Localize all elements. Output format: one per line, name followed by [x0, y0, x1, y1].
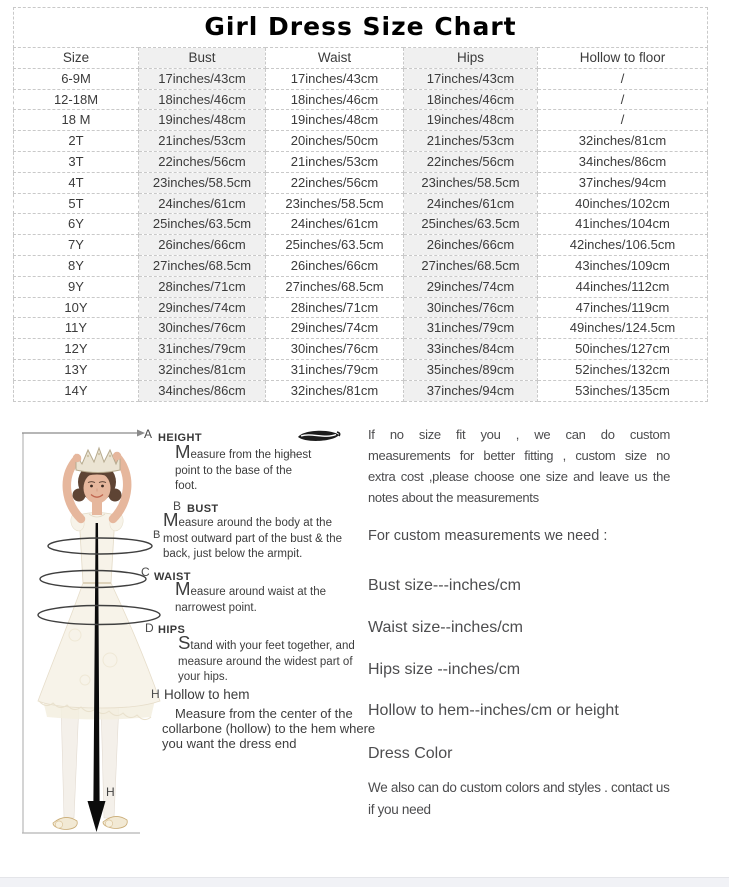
table-row	[14, 235, 708, 256]
dropcap-letter: M	[163, 509, 179, 530]
waist-cell: 17inches/43cm	[266, 68, 404, 89]
height-desc: Measure from the highest point to the base of the foot.	[175, 441, 312, 492]
column-header-hips: Hips	[404, 48, 538, 69]
crown-icon	[76, 448, 120, 473]
bust-cell: 21inches/53cm	[139, 131, 266, 152]
bust-cell: 24inches/61cm	[139, 193, 266, 214]
hips-cell: 37inches/94cm	[404, 380, 538, 401]
dropcap-letter: S	[178, 632, 191, 653]
hollow-cell: 44inches/112cm	[538, 276, 708, 297]
bust-cell: 25inches/63.5cm	[139, 214, 266, 235]
column-header-bust: Bust	[139, 48, 266, 69]
custom-need-header: For custom measurements we need :	[368, 528, 608, 544]
waist-cell: 32inches/81cm	[266, 380, 404, 401]
table-row	[14, 68, 708, 89]
table-row	[14, 380, 708, 401]
hollow-cell: /	[538, 110, 708, 131]
hips-cell: 27inches/68.5cm	[404, 255, 538, 276]
table-title-row	[14, 8, 708, 48]
hips-cell: 18inches/46cm	[404, 89, 538, 110]
bust-cell: 30inches/76cm	[139, 318, 266, 339]
bust-letter: B	[173, 499, 182, 513]
hem-letter: H	[151, 687, 160, 701]
size-cell: 6Y	[14, 214, 139, 235]
table-row	[14, 339, 708, 360]
hips-cell: 24inches/61cm	[404, 193, 538, 214]
hips-cell: 31inches/79cm	[404, 318, 538, 339]
hips-cell: 29inches/74cm	[404, 276, 538, 297]
waist-cell: 25inches/63.5cm	[266, 235, 404, 256]
bust-size-line: Bust size---inches/cm	[368, 577, 521, 594]
waist-cell: 23inches/58.5cm	[266, 193, 404, 214]
column-header-hollow: Hollow to floor	[538, 48, 708, 69]
size-cell: 11Y	[14, 318, 139, 339]
hips-label: HIPS	[158, 624, 186, 636]
size-cell: 12Y	[14, 339, 139, 360]
bust-label: BUST	[187, 503, 219, 515]
table-row	[14, 297, 708, 318]
waist-label: WAIST	[154, 571, 191, 583]
waist-cell: 29inches/74cm	[266, 318, 404, 339]
waist-cell: 20inches/50cm	[266, 131, 404, 152]
waist-cell: 22inches/56cm	[266, 172, 404, 193]
hips-cell: 21inches/53cm	[404, 131, 538, 152]
table-row	[14, 359, 708, 380]
table-row	[14, 110, 708, 131]
bust-cell: 18inches/46cm	[139, 89, 266, 110]
waist-cell: 31inches/79cm	[266, 359, 404, 380]
hollow-cell: 52inches/132cm	[538, 359, 708, 380]
table-row	[14, 172, 708, 193]
size-chart-table	[13, 7, 708, 402]
size-cell: 14Y	[14, 380, 139, 401]
hollow-hem-line: Hollow to hem--inches/cm or height	[368, 702, 619, 719]
size-cell: 6-9M	[14, 68, 139, 89]
hips-cell: 30inches/76cm	[404, 297, 538, 318]
size-cell: 18 M	[14, 110, 139, 131]
bust-body-letter: B	[153, 529, 161, 541]
hips-size-line: Hips size --inches/cm	[368, 661, 521, 678]
hollow-cell: 40inches/102cm	[538, 193, 708, 214]
table-row	[14, 255, 708, 276]
size-cell: 3T	[14, 151, 139, 172]
bust-cell: 17inches/43cm	[139, 68, 266, 89]
hollow-cell: 42inches/106.5cm	[538, 235, 708, 256]
hips-cell: 33inches/84cm	[404, 339, 538, 360]
table-row	[14, 276, 708, 297]
waist-letter: C	[141, 565, 150, 579]
page-title: Girl Dress Size Chart	[14, 8, 708, 48]
bust-cell: 23inches/58.5cm	[139, 172, 266, 193]
table-row	[14, 318, 708, 339]
size-cell: 5T	[14, 193, 139, 214]
hollow-cell: 43inches/109cm	[538, 255, 708, 276]
bottom-strip	[0, 877, 729, 887]
hips-cell: 19inches/48cm	[404, 110, 538, 131]
height-letter: A	[144, 427, 153, 441]
custom-size-intro: If no size fit you , we can do custom measurements for better fitting , custom size no extra cost ,please choose one size and leave us the notes about the measurements	[368, 427, 670, 505]
size-cell: 12-18M	[14, 89, 139, 110]
size-table-body	[14, 68, 708, 401]
table-row	[14, 151, 708, 172]
size-cell: 8Y	[14, 255, 139, 276]
dropcap-letter: M	[175, 441, 191, 462]
waist-cell: 26inches/66cm	[266, 255, 404, 276]
table-header-row	[14, 48, 708, 69]
hollow-cell: 34inches/86cm	[538, 151, 708, 172]
size-cell: 10Y	[14, 297, 139, 318]
hollow-cell: 50inches/127cm	[538, 339, 708, 360]
waist-cell: 30inches/76cm	[266, 339, 404, 360]
shoes	[53, 816, 127, 829]
waist-cell: 28inches/71cm	[266, 297, 404, 318]
waist-cell: 24inches/61cm	[266, 214, 404, 235]
hem-label: Hollow to hem	[164, 687, 250, 702]
column-header-waist: Waist	[266, 48, 404, 69]
size-cell: 13Y	[14, 359, 139, 380]
size-cell: 9Y	[14, 276, 139, 297]
hips-cell: 35inches/89cm	[404, 359, 538, 380]
bust-cell: 32inches/81cm	[139, 359, 266, 380]
hips-cell: 17inches/43cm	[404, 68, 538, 89]
hollow-cell: 47inches/119cm	[538, 297, 708, 318]
hips-cell: 23inches/58.5cm	[404, 172, 538, 193]
bust-cell: 29inches/74cm	[139, 297, 266, 318]
bust-cell: 19inches/48cm	[139, 110, 266, 131]
table-row	[14, 214, 708, 235]
hips-cell: 26inches/66cm	[404, 235, 538, 256]
hollow-cell: /	[538, 68, 708, 89]
dropcap-letter: M	[175, 578, 191, 599]
bust-cell: 31inches/79cm	[139, 339, 266, 360]
hollow-cell: /	[538, 89, 708, 110]
hem-body-letter: H	[106, 785, 115, 799]
hollow-cell: 41inches/104cm	[538, 214, 708, 235]
hips-letter: D	[145, 621, 154, 635]
dress-color-line: Dress Color	[368, 745, 453, 762]
table-row	[14, 131, 708, 152]
hollow-cell: 37inches/94cm	[538, 172, 708, 193]
bust-cell: 27inches/68.5cm	[139, 255, 266, 276]
measurement-diagram	[15, 425, 376, 883]
hips-desc: Stand with your feet together, and measure around the widest part of your hips.	[178, 632, 355, 683]
height-label: HEIGHT	[158, 432, 202, 444]
hollow-cell: 49inches/124.5cm	[538, 318, 708, 339]
size-cell: 7Y	[14, 235, 139, 256]
custom-colors-note: We also can do custom colors and styles . contact us if you need	[368, 780, 670, 817]
column-header-size: Size	[14, 48, 139, 69]
bust-desc: Measure around the body at the most outward part of the bust & the back, just below the armpit.	[163, 509, 342, 560]
size-cell: 4T	[14, 172, 139, 193]
hollow-cell: 53inches/135cm	[538, 380, 708, 401]
size-cell: 2T	[14, 131, 139, 152]
waist-cell: 21inches/53cm	[266, 151, 404, 172]
waist-desc: Measure around waist at the narrowest point.	[175, 578, 327, 614]
bust-cell: 22inches/56cm	[139, 151, 266, 172]
waist-cell: 27inches/68.5cm	[266, 276, 404, 297]
bust-cell: 26inches/66cm	[139, 235, 266, 256]
table-row	[14, 193, 708, 214]
hollow-cell: 32inches/81cm	[538, 131, 708, 152]
waist-cell: 18inches/46cm	[266, 89, 404, 110]
table-row	[14, 89, 708, 110]
hips-cell: 22inches/56cm	[404, 151, 538, 172]
bust-cell: 34inches/86cm	[139, 380, 266, 401]
hem-desc: Measure from the center of the collarbone (hollow) to the hem where you want the dress end	[162, 706, 376, 751]
waist-size-line: Waist size--inches/cm	[368, 619, 523, 636]
bust-cell: 28inches/71cm	[139, 276, 266, 297]
waist-cell: 19inches/48cm	[266, 110, 404, 131]
hips-cell: 25inches/63.5cm	[404, 214, 538, 235]
